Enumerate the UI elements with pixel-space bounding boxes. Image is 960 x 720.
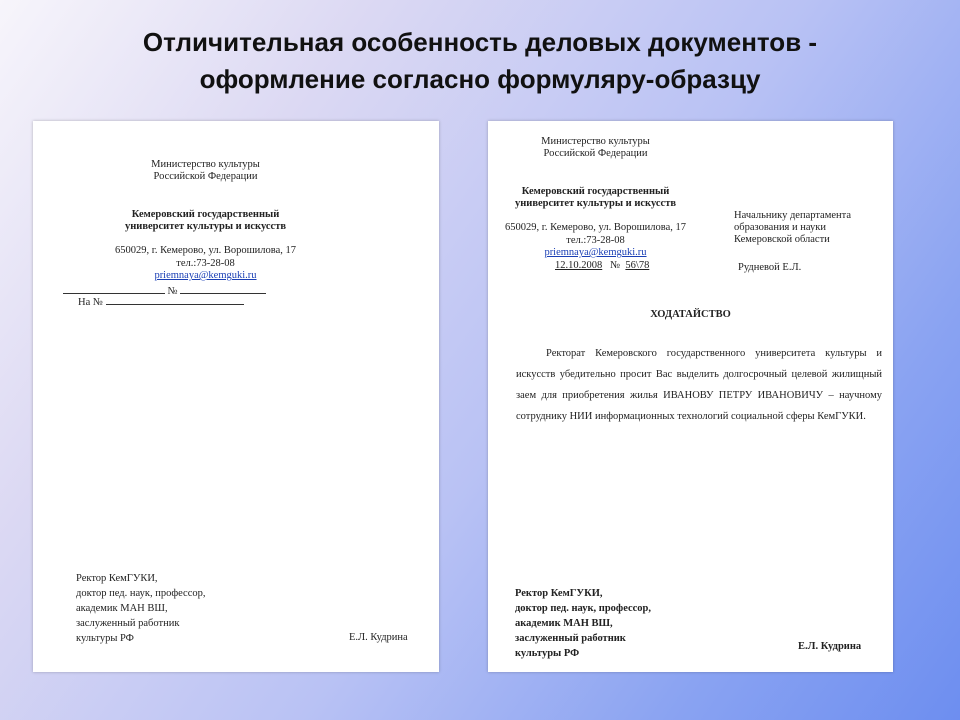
org-email: priemnaya@kemguki.ru <box>544 247 647 258</box>
signature-line: доктор пед. наук, профессор, <box>76 588 206 599</box>
ministry-line-1: Министерство культуры <box>541 136 650 147</box>
slide-title-line-1: Отличительная особенность деловых документов - <box>142 27 818 57</box>
petition-body <box>516 343 882 427</box>
date-blank <box>63 284 165 294</box>
signature-line: Ректор КемГУКИ, <box>76 573 158 584</box>
recipient-line: Начальнику департамента <box>734 210 852 221</box>
org-name-line-1: Кемеровский государственный <box>521 186 670 197</box>
org-phone: тел.:73-28-08 <box>566 235 625 246</box>
signature-line: академик МАН ВШ, <box>76 603 168 614</box>
signature-line: Ректор КемГУКИ, <box>515 588 603 599</box>
reference-row <box>78 295 244 309</box>
recipient-name: Рудневой Е.Л. <box>738 262 802 273</box>
ministry-line-1: Министерство культуры <box>151 159 260 170</box>
ministry-line-2: Российской Федерации <box>153 171 258 182</box>
signature-block <box>76 571 206 646</box>
recipient-line: образования и науки <box>734 222 826 233</box>
number-blank <box>180 284 266 294</box>
letterhead-template-page <box>33 121 439 672</box>
document-heading: ХОДАТАЙСТВО <box>650 309 731 320</box>
signature-line: доктор пед. наук, профессор, <box>515 603 652 614</box>
org-address: 650029, г. Кемерово, ул. Ворошилова, 17 <box>504 222 687 233</box>
signatory-name: Е.Л. Кудрина <box>349 632 408 643</box>
reference-prefix: На № <box>78 297 103 308</box>
org-name-line-2: университет культуры и искусств <box>514 198 677 209</box>
petition-letter-page <box>488 121 893 672</box>
signature-line: академик МАН ВШ, <box>515 618 613 629</box>
org-name-line-2: университет культуры и искусств <box>124 221 287 232</box>
org-address: 650029, г. Кемерово, ул. Ворошилова, 17 <box>114 245 297 256</box>
org-email: priemnaya@kemguki.ru <box>154 270 257 281</box>
recipient-line: Кемеровской области <box>734 234 830 245</box>
number-sign: № <box>167 286 178 297</box>
slide-title-line-2: оформление согласно формуляру-образцу <box>199 64 761 94</box>
reg-number-row <box>555 260 649 272</box>
number-sign: № <box>610 260 621 271</box>
petition-body-paragraph: Ректорат Кемеровского государственного университета культуры и искусств убедительно просит Вас выделить долгосрочный целевой жилищный заем для приобретения жилья ИВАНОВУ ПЕТРУ ИВАНОВИЧУ – научному сотруднику НИИ информационных технологий социальной сферы КемГУКИ. <box>516 348 882 422</box>
signature-block <box>515 586 651 661</box>
signature-line: заслуженный работник <box>76 618 180 629</box>
reference-blank <box>106 295 244 305</box>
signatory-name: Е.Л. Кудрина <box>798 641 862 652</box>
org-phone: тел.:73-28-08 <box>176 258 235 269</box>
document-date: 12.10.2008 <box>555 260 603 271</box>
org-name-line-1: Кемеровский государственный <box>131 209 280 220</box>
slide-title <box>0 24 960 98</box>
signature-line: культуры РФ <box>515 648 580 659</box>
signature-line: культуры РФ <box>76 633 134 644</box>
document-number: 56\78 <box>625 260 650 271</box>
signature-line: заслуженный работник <box>515 633 626 644</box>
ministry-line-2: Российской Федерации <box>543 148 648 159</box>
